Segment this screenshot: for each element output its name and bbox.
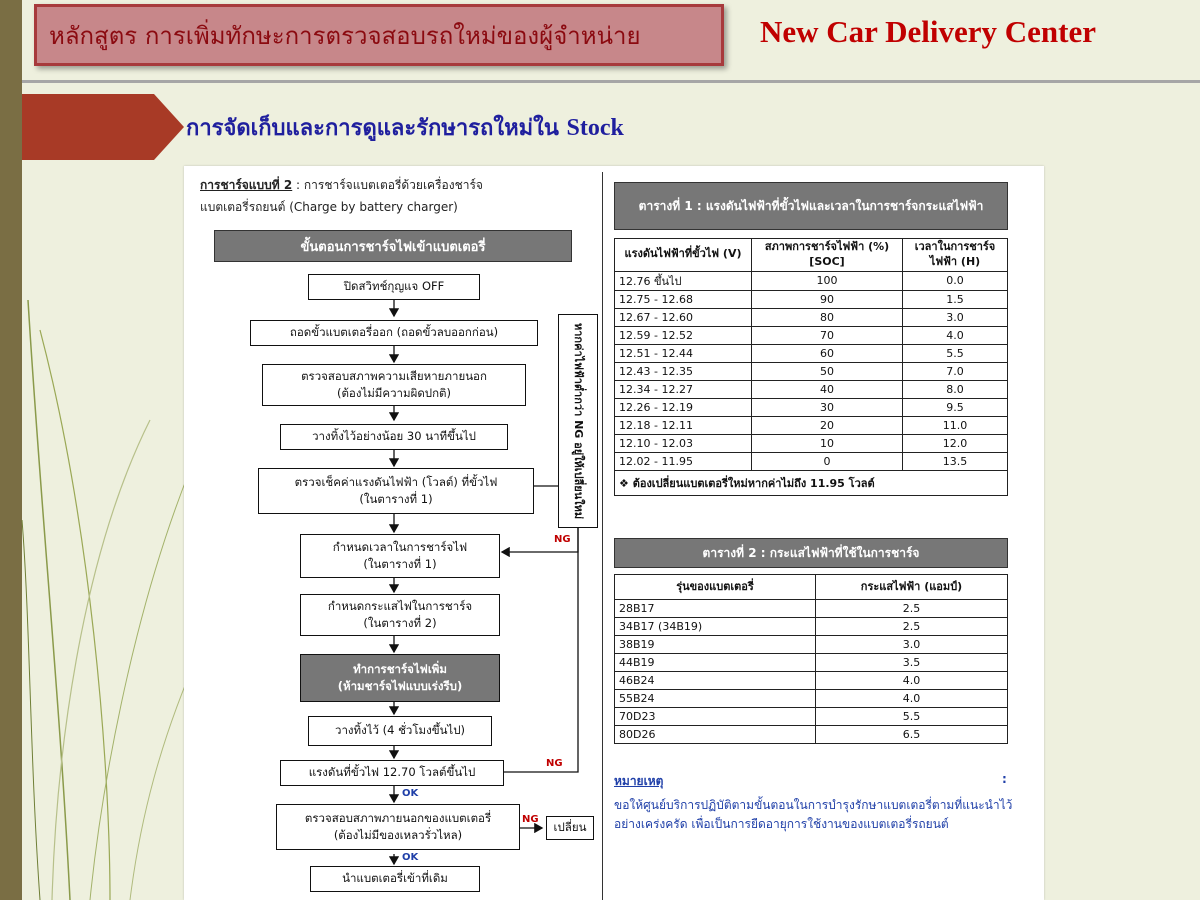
table2-col-model: รุ่นของแบตเตอรี่	[615, 575, 816, 600]
table-cell: 6.5	[816, 726, 1008, 744]
side-note-text: หากค่าไฟฟ้าต่ำกว่า NG อยู่ให้เปลี่ยนใหม่	[572, 322, 585, 520]
table-cell: 12.76 ขึ้นไป	[615, 271, 752, 290]
table-cell: 1.5	[903, 290, 1008, 308]
table-cell: 28B17	[615, 600, 816, 618]
table-cell: 7.0	[903, 362, 1008, 380]
table-row	[615, 362, 1008, 380]
table-row	[615, 434, 1008, 452]
step-text-sub: (ต้องไม่มีความผิดปกติ)	[336, 386, 452, 400]
table-row	[615, 380, 1008, 398]
replace-battery-box	[546, 816, 594, 840]
step-text: วางทิ้งไว้อย่างน้อย 30 นาทีขึ้นไป	[312, 429, 476, 444]
step-charge-battery	[300, 654, 500, 702]
table1-caption-line2: กระแสไฟฟ้า	[918, 199, 984, 213]
table-cell: 12.02 - 11.95	[615, 452, 752, 470]
step-text: แรงดันที่ขั้วไฟ 12.70 โวลต์ขึ้นไป	[308, 765, 476, 780]
table-cell: 100	[752, 271, 903, 290]
table-cell: 34B17 (34B19)	[615, 618, 816, 636]
table-cell: 8.0	[903, 380, 1008, 398]
table-row	[615, 344, 1008, 362]
table-cell: 90	[752, 290, 903, 308]
table-row	[615, 618, 1008, 636]
section-title-thai: การจัดเก็บและการดูและรักษารถใหม่ใน	[186, 116, 559, 141]
step-inspect-damage	[262, 364, 526, 406]
table-row	[615, 308, 1008, 326]
table1-footnote: ❖ ต้องเปลี่ยนแบตเตอรี่ใหม่หากค่าไม่ถึง 11.95 โวลต์	[615, 470, 1008, 495]
step-voltage-12-70	[280, 760, 504, 786]
ng-label-voltage: NG	[554, 534, 571, 545]
table-cell: 4.0	[816, 672, 1008, 690]
section-arrow-icon	[22, 94, 184, 160]
step-text: ปิดสวิทช์กุญแจ OFF	[343, 279, 445, 294]
step-wait-4-hours	[308, 716, 492, 746]
ok-label-voltage: OK	[402, 788, 419, 799]
table-cell: 2.5	[816, 618, 1008, 636]
table-row	[615, 636, 1008, 654]
table2	[614, 574, 1008, 744]
step-text-sub: (ห้ามชาร์จไฟแบบเร่งรีบ)	[337, 679, 463, 693]
flowchart-heading-label: การชาร์จแบบที่ 2	[200, 178, 293, 192]
table-cell: 12.0	[903, 434, 1008, 452]
table2-header-row	[615, 575, 1008, 600]
table-cell: 46B24	[615, 672, 816, 690]
table-cell: 3.0	[816, 636, 1008, 654]
table-cell: 12.51 - 12.44	[615, 344, 752, 362]
ok-label-leak: OK	[402, 852, 419, 863]
table-cell: 3.5	[816, 654, 1008, 672]
table-row	[615, 690, 1008, 708]
step-text: วางทิ้งไว้ (4 ชั่วโมงขึ้นไป)	[334, 723, 465, 738]
table-cell: 50	[752, 362, 903, 380]
table-cell: 4.0	[816, 690, 1008, 708]
brand-title: New Car Delivery Center	[760, 14, 1096, 49]
section-title	[186, 110, 624, 145]
table-cell: 12.75 - 12.68	[615, 290, 752, 308]
step-text: ทำการชาร์จไฟเพิ่ม	[353, 661, 447, 676]
table-cell: 9.5	[903, 398, 1008, 416]
ng-label-final-voltage: NG	[546, 758, 563, 769]
table-cell: 3.0	[903, 308, 1008, 326]
table-cell: 2.5	[816, 600, 1008, 618]
step-text: นำแบตเตอรี่เข้าที่เดิม	[342, 871, 448, 886]
remark-heading: หมายเหตุ	[614, 774, 664, 788]
step-disconnect-battery	[250, 320, 538, 346]
step-set-charge-current	[300, 594, 500, 636]
table-cell: 0.0	[903, 271, 1008, 290]
step-wait-30-min	[280, 424, 508, 450]
step-set-charge-time	[300, 534, 500, 578]
table-row	[615, 708, 1008, 726]
table-cell: 80	[752, 308, 903, 326]
table-cell: 12.59 - 12.52	[615, 326, 752, 344]
table-cell: 12.10 - 12.03	[615, 434, 752, 452]
table-cell: 38B19	[615, 636, 816, 654]
step-text: ตรวจสอบสภาพภายนอกของแบตเตอรี่	[304, 810, 492, 825]
table-cell: 11.0	[903, 416, 1008, 434]
table-cell: 60	[752, 344, 903, 362]
table-cell: 4.0	[903, 326, 1008, 344]
step-text-sub: (ต้องไม่มีของเหลวรั่วไหล)	[333, 828, 463, 842]
table-cell: 12.34 - 12.27	[615, 380, 752, 398]
table-row	[615, 326, 1008, 344]
table-cell: 5.5	[816, 708, 1008, 726]
table1-col-voltage: แรงดันไฟฟ้าที่ขั้วไฟ (V)	[615, 239, 752, 272]
table-cell: 10	[752, 434, 903, 452]
step-ignition-off	[308, 274, 480, 300]
document-panel	[184, 166, 1044, 900]
table-row	[615, 271, 1008, 290]
table-cell: 44B19	[615, 654, 816, 672]
step-text: กำหนดเวลาในการชาร์จไฟ	[332, 539, 468, 554]
table1-caption-line1: ตารางที่ 1 : แรงดันไฟฟ้าที่ขั้วไฟและเวลาในการชาร์จ	[638, 199, 919, 213]
step-check-voltage	[258, 468, 534, 514]
table-cell: 12.43 - 12.35	[615, 362, 752, 380]
step-text-sub: (ในตารางที่ 1)	[359, 492, 433, 506]
flowchart-heading-line2: แบตเตอรี่รถยนต์ (Charge by battery charger)	[200, 200, 458, 214]
table-row	[615, 290, 1008, 308]
table1-caption	[614, 182, 1008, 230]
step-text-sub: (ในตารางที่ 1)	[363, 557, 437, 571]
step-inspect-leak	[276, 804, 520, 850]
table1	[614, 238, 1008, 496]
table-cell: 55B24	[615, 690, 816, 708]
table-cell: 12.67 - 12.60	[615, 308, 752, 326]
table-cell: 30	[752, 398, 903, 416]
table-cell: 80D26	[615, 726, 816, 744]
table-cell: 12.26 - 12.19	[615, 398, 752, 416]
table1-footnote-row	[615, 470, 1008, 495]
step-text: ตรวจเช็คค่าแรงดันไฟฟ้า (โวลต์) ที่ขั้วไฟ	[294, 474, 498, 489]
step-text: กำหนดกระแสไฟในการชาร์จ	[327, 598, 473, 613]
table-cell: 70D23	[615, 708, 816, 726]
table-row	[615, 452, 1008, 470]
table1-col-soc: สภาพการชาร์จไฟฟ้า (%) [SOC]	[752, 239, 903, 272]
step-text: ถอดขั้วแบตเตอรี่ออก (ถอดขั้วลบออกก่อน)	[289, 325, 499, 340]
step-reinstall-battery	[310, 866, 480, 892]
table1-header-row	[615, 239, 1008, 272]
step-text: ตรวจสอบสภาพความเสียหายภายนอก	[301, 368, 487, 383]
section-title-english: Stock	[566, 115, 624, 141]
course-title-box	[34, 4, 724, 66]
table-row	[615, 654, 1008, 672]
remark-colon: :	[1002, 772, 1007, 786]
table-row	[615, 416, 1008, 434]
table-row	[615, 672, 1008, 690]
table1-col-time: เวลาในการชาร์จไฟฟ้า (H)	[903, 239, 1008, 272]
remark-body: ขอให้ศูนย์บริการปฏิบัติตามขั้นตอนในการบำรุงรักษาแบตเตอรี่ตามที่แนะนำไว้อย่างเคร่งครัด เพื่อเป็นการยืดอายุการใช้งานของแบตเตอรี่รถยนต์	[614, 798, 1013, 832]
table-row	[615, 600, 1008, 618]
table-row	[615, 726, 1008, 744]
steps-header: ขั้นตอนการชาร์จไฟเข้าแบตเตอรี่	[214, 230, 572, 262]
table-cell: 13.5	[903, 452, 1008, 470]
table-row	[615, 398, 1008, 416]
table-cell: 12.18 - 12.11	[615, 416, 752, 434]
side-note-box	[558, 314, 598, 528]
table2-col-current: กระแสไฟฟ้า (แอมป์)	[816, 575, 1008, 600]
table-cell: 20	[752, 416, 903, 434]
table-cell: 70	[752, 326, 903, 344]
ng-label-leak: NG	[522, 814, 539, 825]
table-cell: 0	[752, 452, 903, 470]
table-cell: 5.5	[903, 344, 1008, 362]
column-divider	[602, 172, 603, 900]
course-title: หลักสูตร การเพิ่มทักษะการตรวจสอบรถใหม่ของผู้จำหน่าย	[49, 21, 641, 50]
replace-text: เปลี่ยน	[553, 820, 587, 835]
flowchart-heading-rest: : การชาร์จแบตเตอรี่ด้วยเครื่องชาร์จ	[292, 178, 483, 192]
table2-caption: ตารางที่ 2 : กระแสไฟฟ้าที่ใช้ในการชาร์จ	[614, 538, 1008, 568]
table-cell: 40	[752, 380, 903, 398]
step-text-sub: (ในตารางที่ 2)	[363, 616, 437, 630]
header-divider	[22, 80, 1200, 83]
